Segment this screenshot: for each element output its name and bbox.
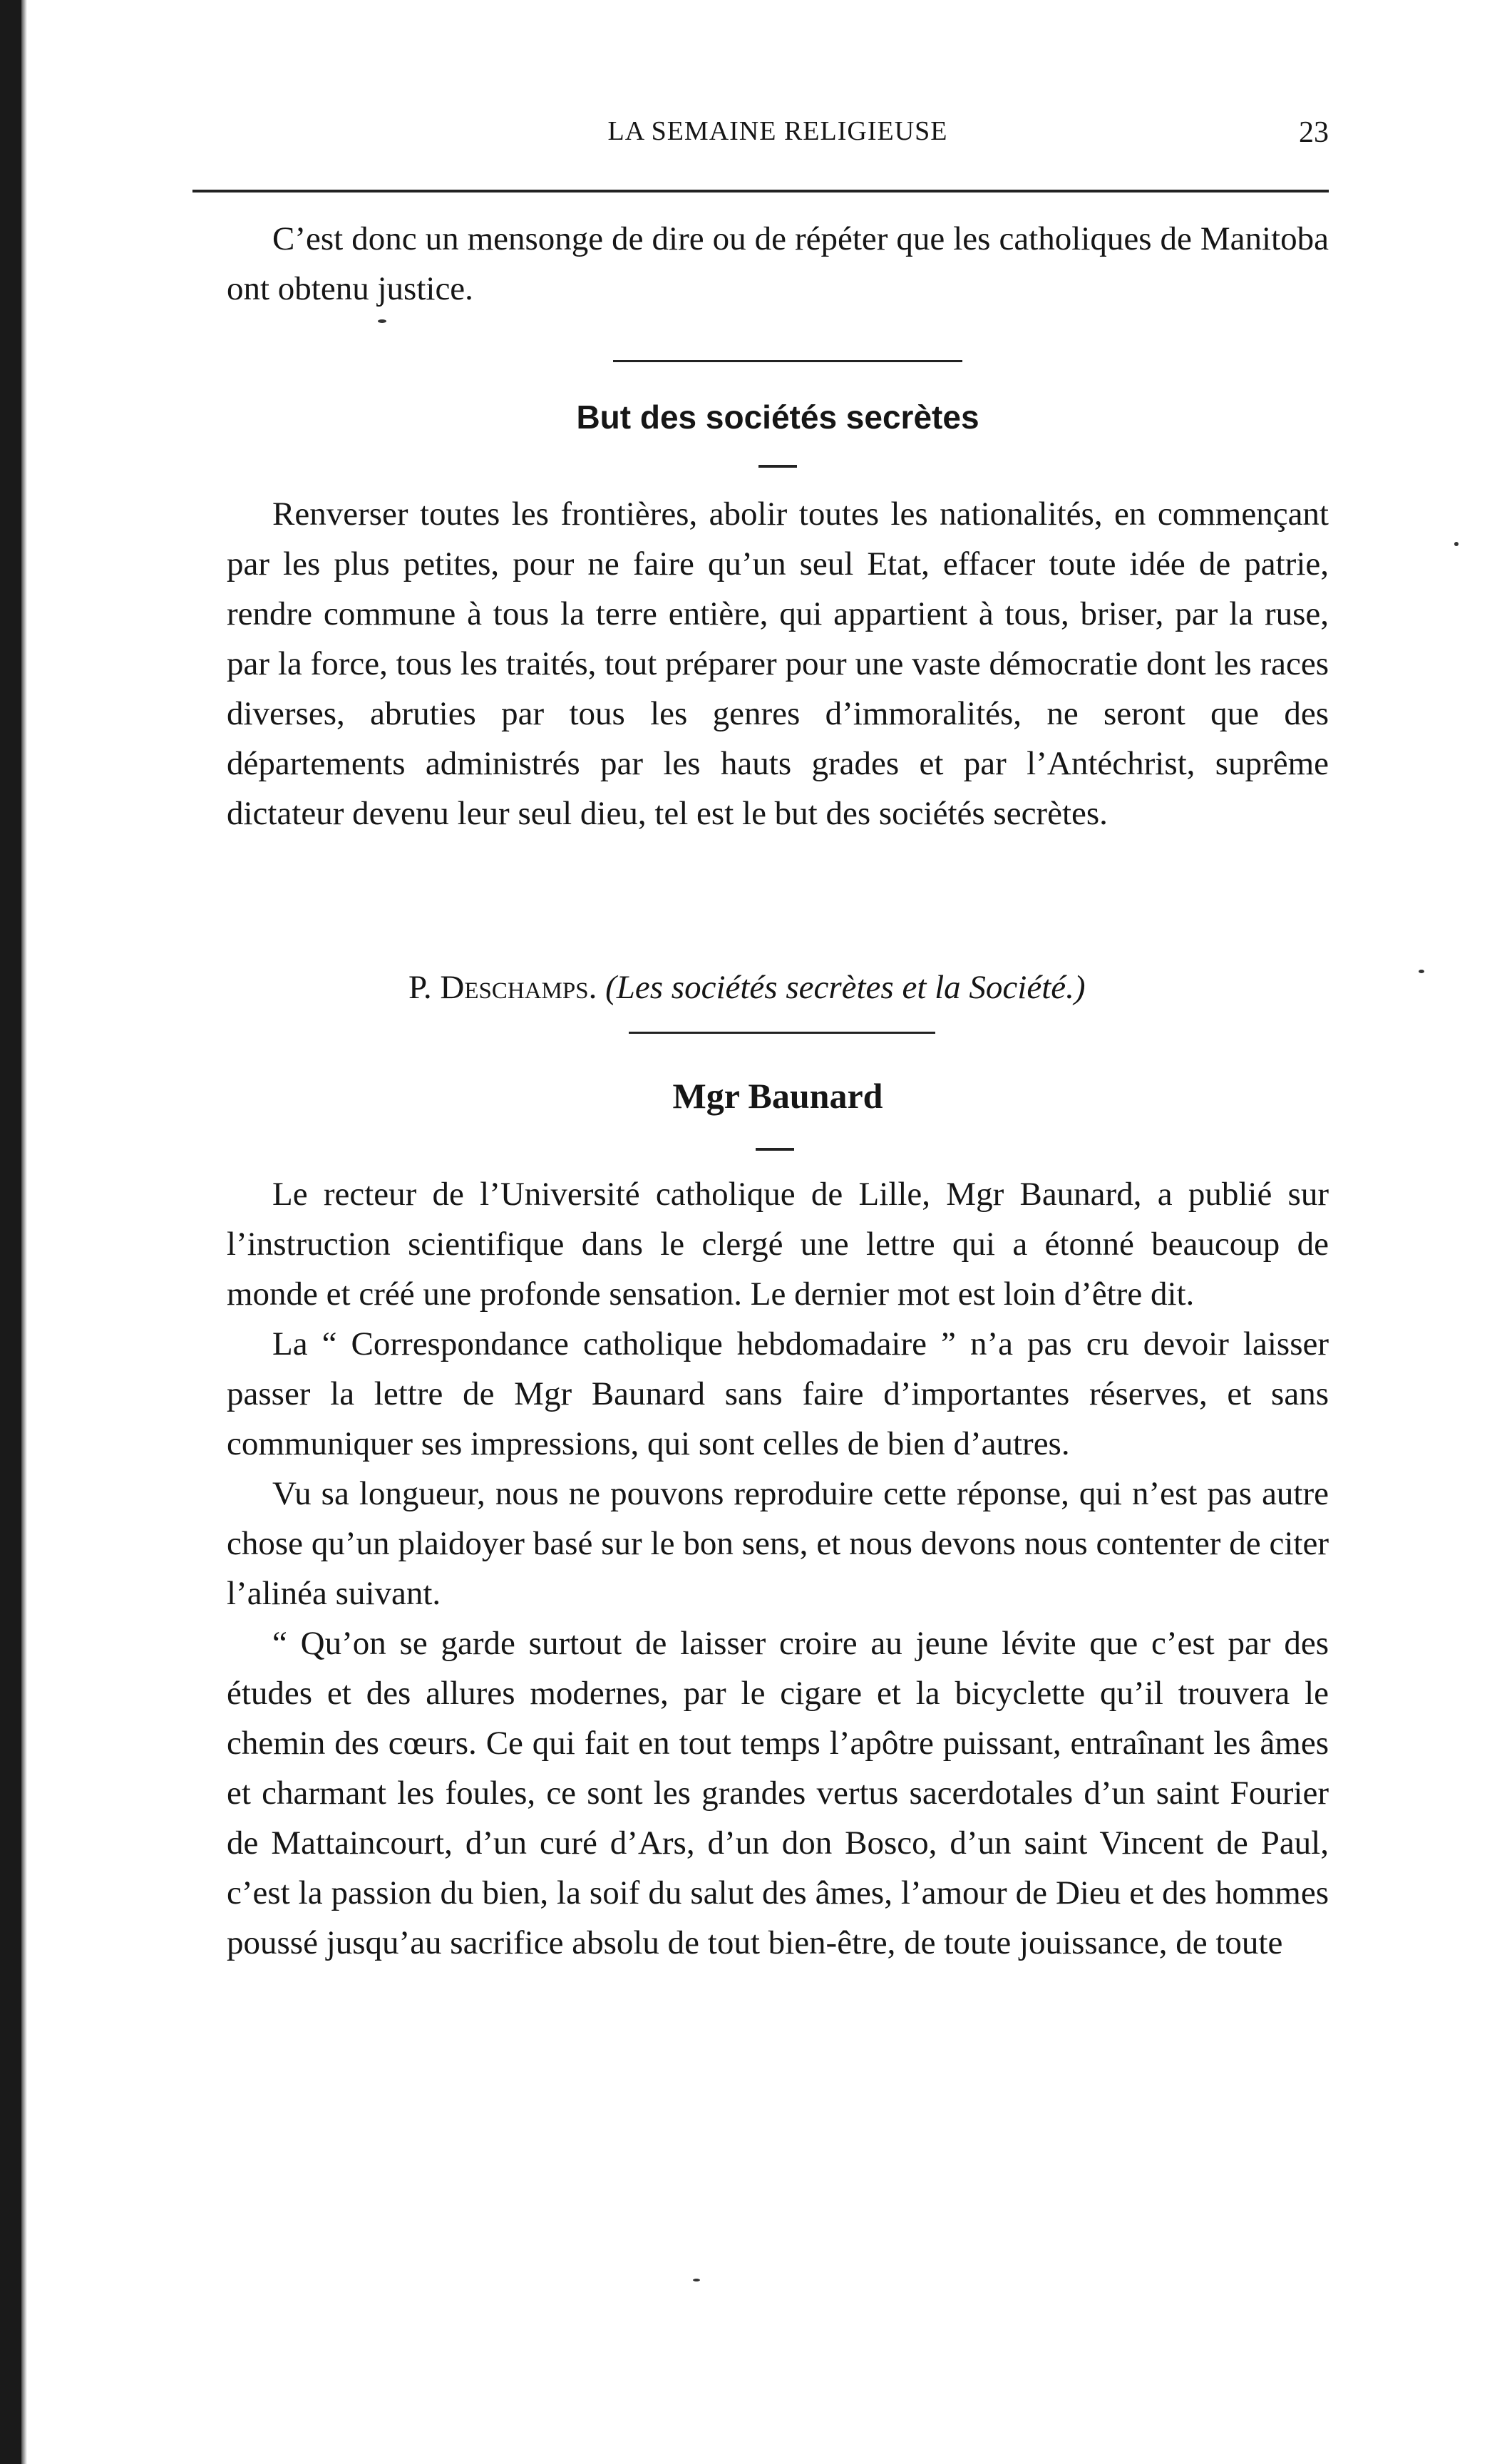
intro-paragraph: C’est donc un mensonge de dire ou de répéter que les catholiques de Manitoba ont obtenu justice.: [227, 220, 1329, 307]
page-number: 23: [1299, 116, 1329, 149]
secret-societies-block: [227, 489, 1329, 838]
scan-speck: [1454, 542, 1459, 546]
article-paragraph: La “ Correspondance catholique hebdomadaire ” n’a pas cru devoir laisser passer la lettre de Mgr Baunard sans faire d’importantes réserves, et sans communiquer ses impressions, qui sont celles de bien d’autres.: [227, 1325, 1329, 1462]
article-paragraph: “ Qu’on se garde surtout de laisser croire au jeune lévite que c’est par des études et des allures modernes, par le cigare et la bicyclette qu’il trouvera le chemin des cœurs. Ce qui fait en tout temps l’apôtre puissant, entraînant les âmes et charmant les foules, ce sont les grandes vertus sacerdotales d’un saint Fourier de Mattaincourt, d’un curé d’Ars, d’un don Bosco, d’un saint Vincent de Paul, c’est la passion du bien, la soif du salut des âmes, l’amour de Dieu et des hommes poussé jusqu’au sacrifice absolu de tout bien-être, de toute jouissance, de toute: [227, 1625, 1329, 1961]
header-rule: [192, 190, 1329, 192]
section-heading-secret-societies: But des sociétés secrètes: [576, 399, 979, 436]
secret-societies-paragraph: Renverser toutes les frontières, abolir toutes les nationalités, en commençant par les plus petites, pour ne faire qu’un seul Etat, effacer toute idée de patrie, rendre commune à tous la terre entière, qui appartient à tous, briser, par la ruse, par la force, tous les traités, tout préparer pour une vaste démocratie dont les races diverses, abruties par tous les genres d’immoralités, ne seront que des départements administrés par les hauts grades et par l’Antéchrist, suprême dictateur devenu leur seul dieu, tel est le but des sociétés secrètes.: [227, 496, 1329, 832]
section-divider-rule: [613, 360, 962, 362]
citation: [227, 962, 1329, 1012]
page-header: [227, 115, 1329, 158]
scan-speck: [378, 319, 386, 323]
section-divider-rule: [629, 1032, 935, 1034]
heading-dash: [756, 1148, 794, 1151]
section-heading-mgr-baunard: Mgr Baunard: [672, 1076, 883, 1116]
heading-dash: [758, 465, 797, 468]
article-paragraph: Le recteur de l’Université catholique de Lille, Mgr Baunard, a publié sur l’instruction scientifique dans le clergé une lettre qui a étonné beaucoup de monde et créé une profonde sensation. Le dernier mot est loin d’être dit.: [227, 1176, 1329, 1313]
running-title: LA SEMAINE RELIGIEUSE: [607, 116, 948, 146]
citation-author: P. Deschamps.: [408, 969, 597, 1006]
mgr-baunard-block: [227, 1169, 1329, 1968]
scan-speck: [693, 2279, 700, 2281]
book-spine-shadow: [0, 0, 21, 2464]
article-paragraph: Vu sa longueur, nous ne pouvons reproduire cette réponse, qui n’est pas autre chose qu’un plaidoyer basé sur le bon sens, et nous devons nous contenter de citer l’alinéa suivant.: [227, 1475, 1329, 1612]
citation-work: (Les sociétés secrètes et la Société.): [605, 969, 1086, 1006]
spine-edge-gradient: [21, 0, 27, 2464]
intro-block: [227, 214, 1329, 314]
scan-speck: [1419, 970, 1424, 973]
